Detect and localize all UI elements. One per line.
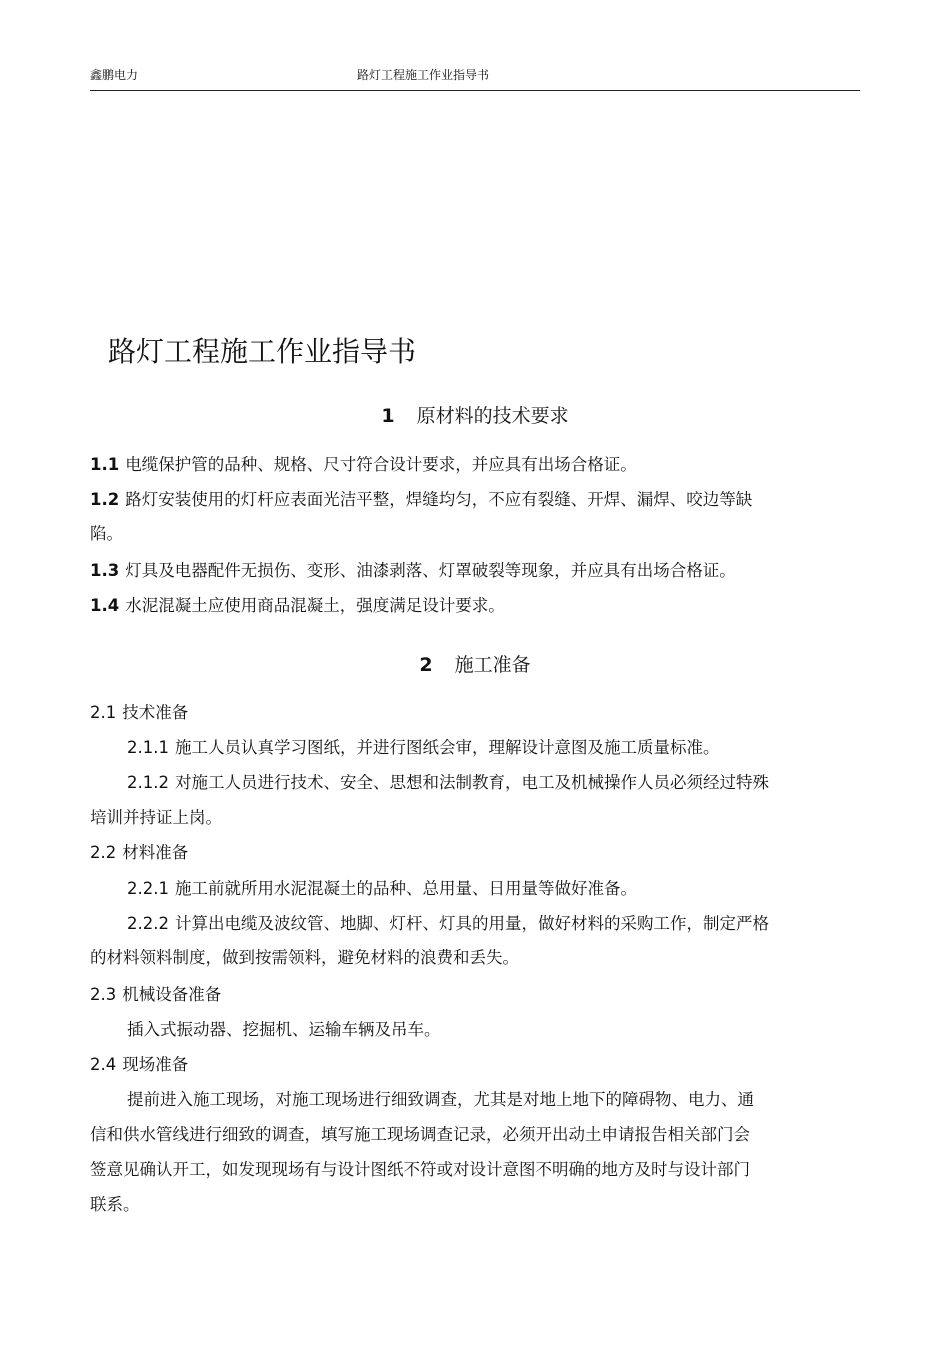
site-prep-line-2: 信和供水管线进行细致的调查，填写施工现场调查记录，必须开出动土申请报告相关部门会 <box>90 1125 750 1144</box>
subsection-title: 现场准备 <box>122 1055 189 1074</box>
item-text: 施工前就所用水泥混凝土的品种、总用量、日用量等做好准备。 <box>174 879 637 898</box>
item-number: 1.2 <box>90 490 120 509</box>
item-text: 对施工人员进行技术、安全、思想和法制教育，电工及机械操作人员必须经过特殊 <box>174 773 769 792</box>
subsection-number: 2.3 <box>90 985 117 1004</box>
section-1-heading <box>90 401 860 431</box>
item-number: 2.1.2 <box>127 773 169 792</box>
subsection-number: 2.2 <box>90 843 117 862</box>
item-number: 2.2.2 <box>127 914 169 933</box>
subsection-2-3-heading <box>90 982 221 1008</box>
subsection-2-4-heading <box>90 1052 188 1078</box>
item-2-2-1 <box>127 876 637 902</box>
site-prep-line-4: 联系。 <box>90 1195 140 1214</box>
item-text: 灯具及电器配件无损伤、变形、油漆剥落、灯罩破裂等现象，并应具有出场合格证。 <box>125 561 736 580</box>
item-2-1-2-continuation: 培训并持证上岗。 <box>90 808 222 827</box>
item-1-2-continuation: 陷。 <box>90 524 123 543</box>
section-1-number: 1 <box>381 405 395 427</box>
section-1-title: 原材料的技术要求 <box>416 405 569 427</box>
subsection-2-1-heading <box>90 700 188 726</box>
site-prep-line-3: 签意见确认开工，如发现现场有与设计图纸不符或对设计意图不明确的地方及时与设计部门 <box>90 1160 750 1179</box>
subsection-number: 2.1 <box>90 703 117 722</box>
item-number: 1.3 <box>90 561 120 580</box>
subsection-2-2-heading <box>90 840 188 866</box>
item-number: 1.4 <box>90 596 120 615</box>
item-text: 路灯安装使用的灯杆应表面光洁平整，焊缝均匀，不应有裂缝、开焊、漏焊、咬边等缺 <box>125 490 753 509</box>
header-doc-name: 路灯工程施工作业指导书 <box>357 68 490 82</box>
item-1-4 <box>90 593 505 619</box>
item-text: 施工人员认真学习图纸，并进行图纸会审，理解设计意图及施工质量标准。 <box>174 738 720 757</box>
subsection-number: 2.4 <box>90 1055 117 1074</box>
subsection-title: 机械设备准备 <box>122 985 222 1004</box>
site-prep-line-1: 提前进入施工现场，对施工现场进行细致调查，尤其是对地上地下的障碍物、电力、通 <box>127 1090 754 1109</box>
item-number: 2.1.1 <box>127 738 169 757</box>
section-2-number: 2 <box>419 654 433 676</box>
subsection-title: 技术准备 <box>122 703 189 722</box>
item-2-2-2-continuation: 的材料领料制度，做到按需领料，避免材料的浪费和丢失。 <box>90 948 519 967</box>
item-2-2-2 <box>127 911 769 937</box>
section-2-heading <box>90 650 860 680</box>
item-1-2 <box>90 487 752 513</box>
item-1-3 <box>90 558 736 584</box>
item-2-1-2 <box>127 770 769 796</box>
item-number: 2.2.1 <box>127 879 169 898</box>
running-header <box>90 66 860 91</box>
item-text: 计算出电缆及波纹管、地脚、灯杆、灯具的用量，做好材料的采购工作，制定严格 <box>174 914 769 933</box>
section-2-title: 施工准备 <box>454 654 531 676</box>
item-number: 1.1 <box>90 455 120 474</box>
subsection-title: 材料准备 <box>122 843 189 862</box>
item-text: 水泥混凝土应使用商品混凝土，强度满足设计要求。 <box>125 596 505 615</box>
equipment-list: 插入式振动器、挖掘机、运输车辆及吊车。 <box>127 1020 441 1039</box>
item-text: 电缆保护管的品种、规格、尺寸符合设计要求，并应具有出场合格证。 <box>125 455 637 474</box>
item-2-1-1 <box>127 735 719 761</box>
item-1-1 <box>90 452 637 478</box>
document-title: 路灯工程施工作业指导书 <box>108 335 417 368</box>
header-company: 鑫鹏电力 <box>90 68 139 82</box>
